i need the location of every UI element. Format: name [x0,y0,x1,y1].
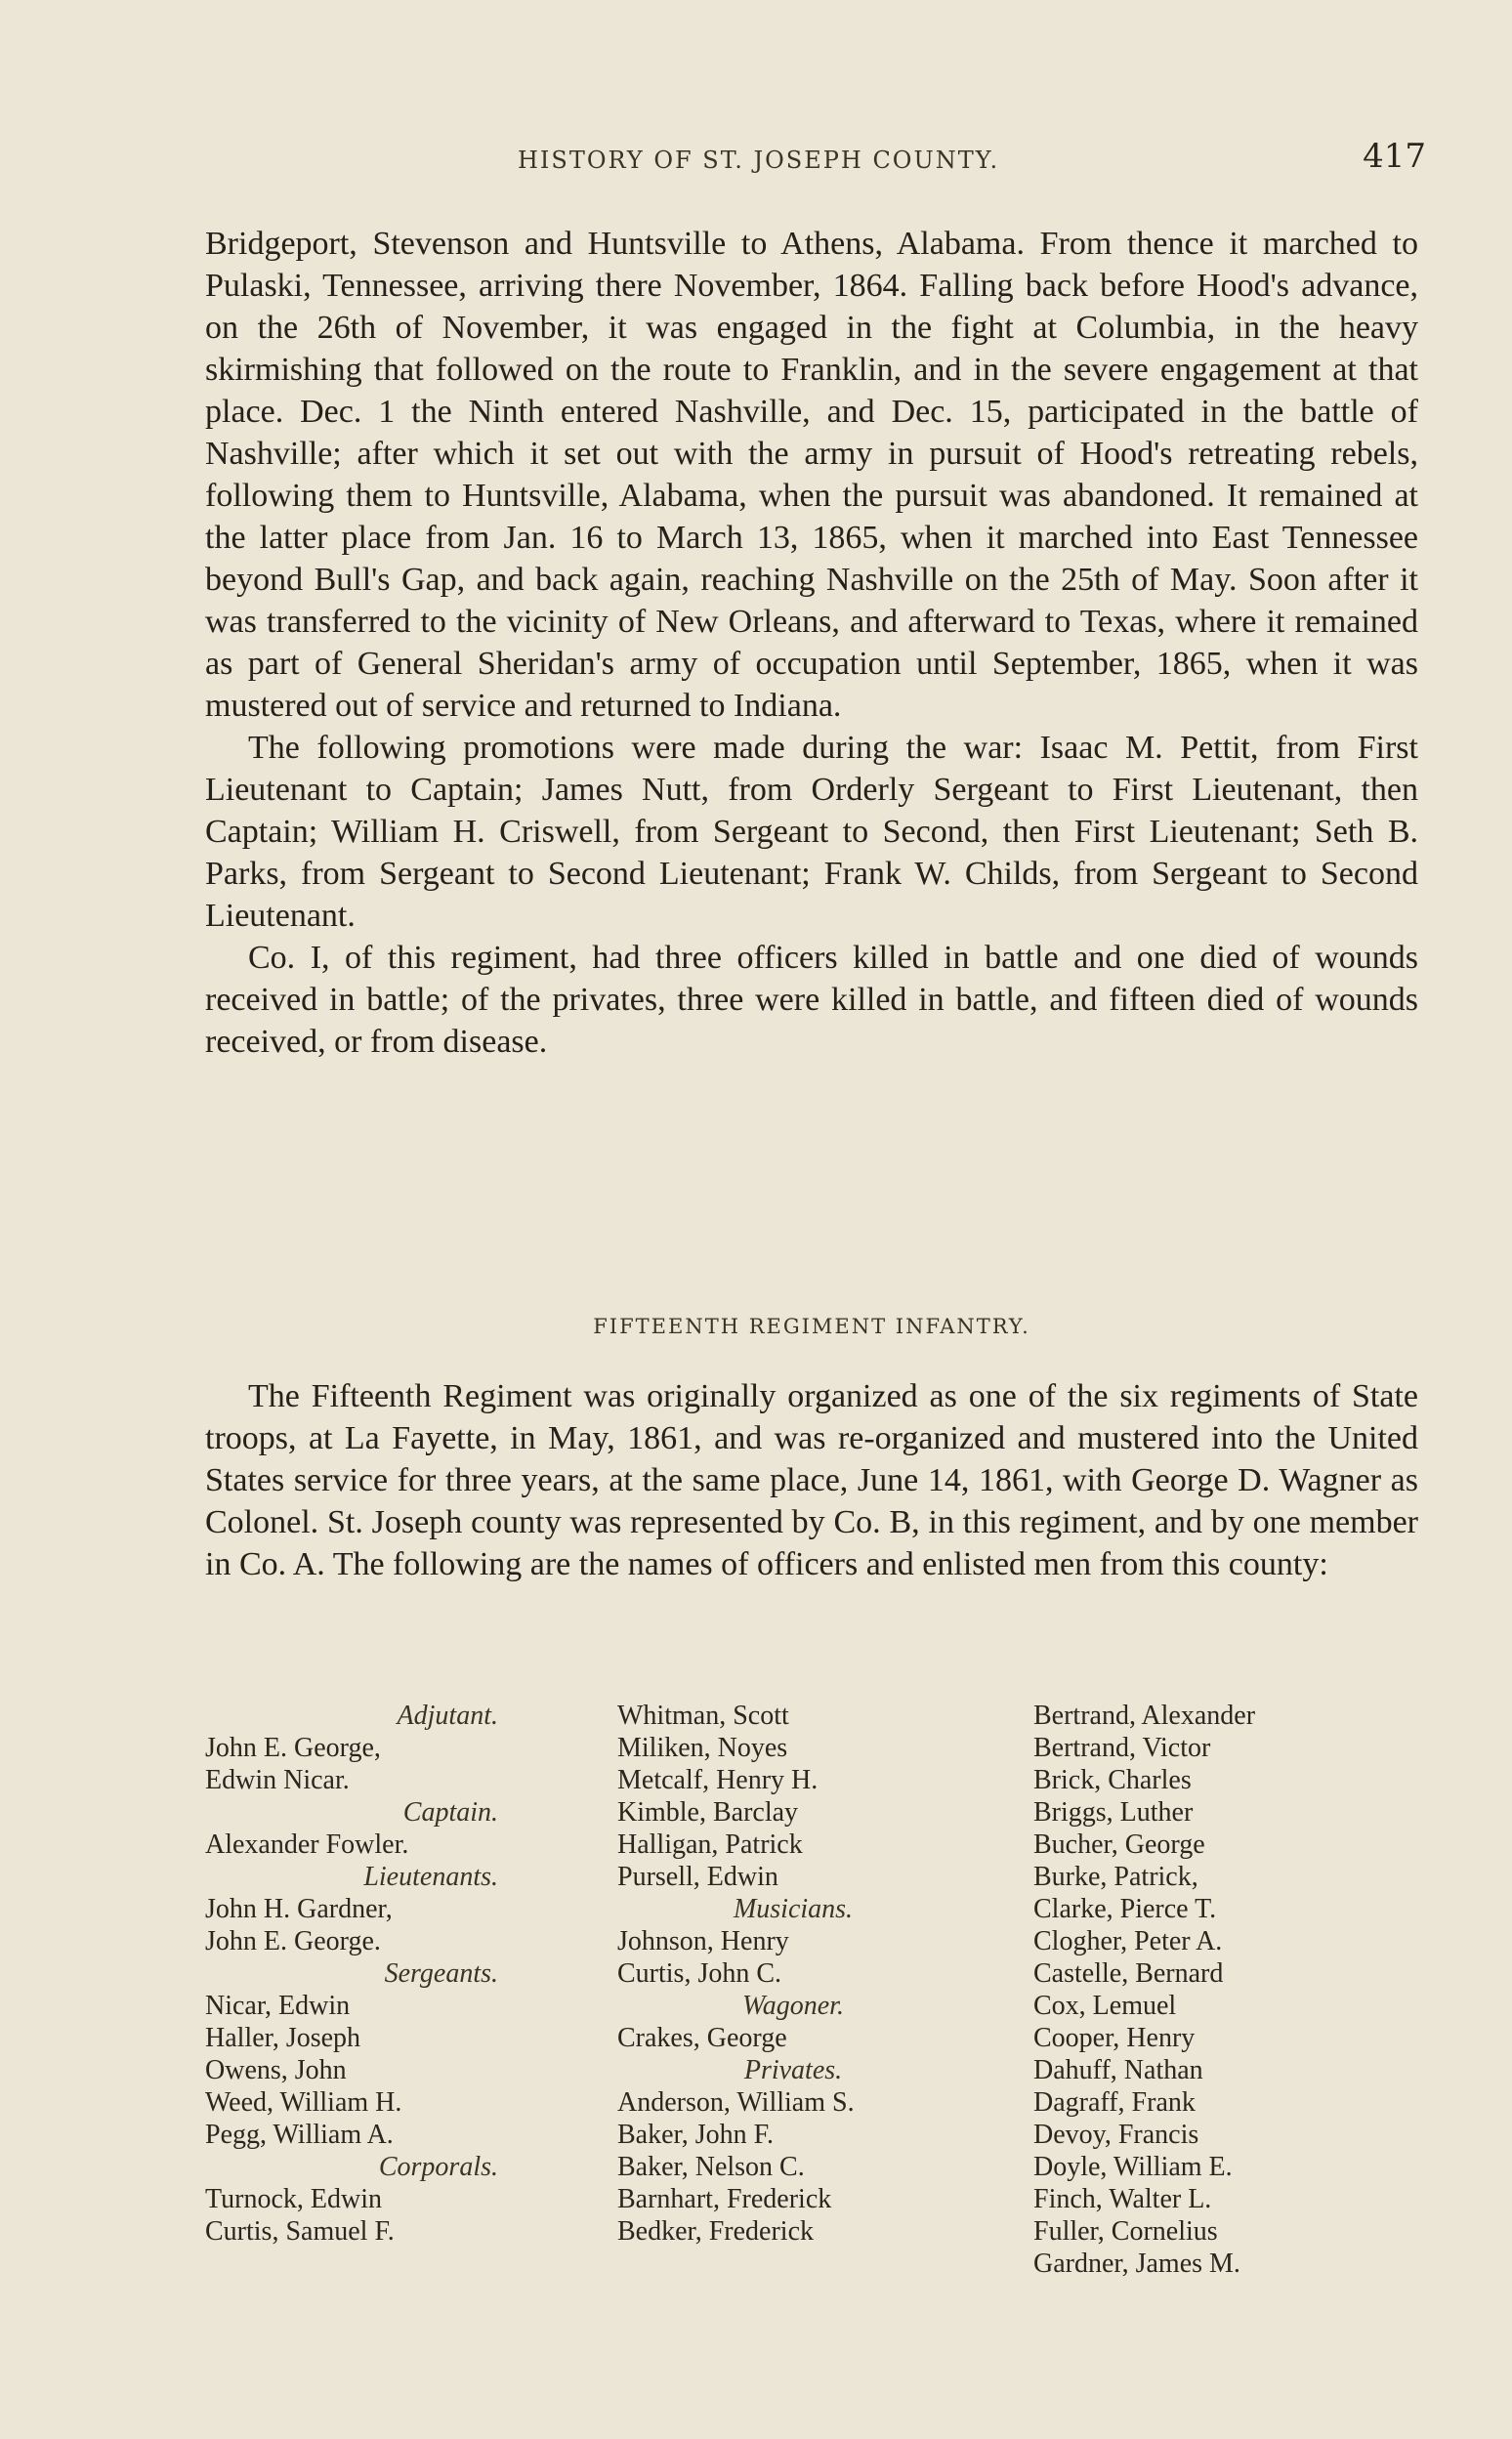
roster-entry: Fuller, Cornelius [1033,2216,1218,2247]
paragraph: Bridgeport, Stevenson and Huntsville to Athens, Alabama. From thence it marched to Pulaski, Tennessee, arriving there November, 1864. Falling back before Hood's advance, on the 26th of November, it was engaged in the fight at Columbia, in the heavy skirmishing that followed on the route to Franklin, and in the severe engagement at that place. Dec. 1 the Ninth entered Nashville, and Dec. 15, participated in the battle of Nashville; after which it set out with the army in pursuit of Hood's retreating rebels, following them to Huntsville, Alabama, when the pursuit was abandoned. It remained at the latter place from Jan. 16 to March 13, 1865, when it marched into East Tennessee beyond Bull's Gap, and back again, reaching Nashville on the 25th of May. Soon after it was transferred to the vicinity of New Orleans, and afterward to Texas, where it remained as part of General Sheridan's army of occupation until September, 1865, when it was mustered out of service and returned to Indiana. [205,226,1418,724]
roster-heading: Captain. [402,1797,498,1828]
roster-entry: John E. George. [205,1926,381,1956]
roster-heading: Privates. [743,2055,843,2085]
roster-entry: John E. George, [205,1733,381,1763]
page-number: 417 [1363,137,1426,176]
roster-entry: Barnhart, Frederick [617,2184,832,2214]
roster-entry: Baker, Nelson C. [617,2152,805,2182]
roster-entry: Baker, John F. [617,2120,774,2150]
roster-entry: Bertrand, Alexander [1033,1701,1256,1731]
roster-entry: Crakes, George [617,2023,787,2053]
roster-heading: Wagoner. [742,1991,844,2021]
roster-entry: Nicar, Edwin [205,1991,351,2021]
running-title: HISTORY OF ST. JOSEPH COUNTY. [518,147,1000,174]
roster-entry: Brick, Charles [1033,1765,1192,1795]
narrative-text [205,223,1418,1063]
roster-entry: Haller, Joseph [205,2023,361,2053]
roster-entry: Burke, Patrick, [1033,1862,1198,1892]
roster-column-1 [205,1700,498,2248]
roster-entry: Johnson, Henry [617,1926,789,1956]
roster-entry: Curtis, Samuel F. [205,2216,395,2247]
paragraph: Co. I, of this regiment, had three officers killed in battle and one died of wounds received in battle; of the privates, three were killed in battle, and fifteen died of wounds received, or from disease. [205,940,1418,1060]
page-header [205,137,1426,186]
roster-entry: Castelle, Bernard [1033,1958,1224,1989]
roster-entry: Cox, Lemuel [1033,1991,1177,2021]
roster-heading: Musicians. [733,1894,854,1924]
section-title: FIFTEENTH REGIMENT INFANTRY. [593,1315,1030,1338]
roster-entry: Miliken, Noyes [617,1733,788,1763]
roster-entry: Dagraff, Frank [1033,2087,1196,2118]
roster-entry: Doyle, William E. [1033,2152,1233,2182]
roster-heading: Corporals. [378,2152,498,2182]
roster-entry: Dahuff, Nathan [1033,2055,1203,2085]
roster-entry: Pursell, Edwin [617,1862,778,1892]
roster-entry: Whitman, Scott [617,1701,789,1731]
roster-entry: Metcalf, Henry H. [617,1765,819,1795]
roster-entry: Alexander Fowler. [205,1829,409,1860]
roster-entry: Weed, William H. [205,2087,402,2118]
roster-entry: Finch, Walter L. [1033,2184,1212,2214]
roster-entry: Bedker, Frederick [617,2216,815,2247]
roster-entry: Briggs, Luther [1033,1797,1194,1828]
roster-heading: Lieutenants. [363,1862,498,1892]
roster-entry: Gardner, James M. [1033,2249,1240,2279]
paragraph: The following promotions were made during the war: Isaac M. Pettit, from First Lieutenant to Captain; James Nutt, from Orderly Sergeant to First Lieutenant, then Captain; William H. Criswell, from Sergeant to Second, then First Lieutenant; Seth B. Parks, from Sergeant to Second Lieutenant; Frank W. Childs, from Sergeant to Second Lieutenant. [205,730,1418,934]
roster-entry: Devoy, Francis [1033,2120,1199,2150]
roster-heading: Adjutant. [397,1701,498,1731]
roster-entry: Owens, John [205,2055,347,2085]
paragraph: The Fifteenth Regiment was originally organized as one of the six regiments of State troops, at La Fayette, in May, 1861, and was re-organized and mustered into the United States service for three years, at the same place, June 14, 1861, with George D. Wagner as Colonel. St. Joseph county was represented by Co. B, in this regiment, and by one member in Co. A. The following are the names of officers and enlisted men from this county: [205,1378,1418,1582]
roster-entry: Edwin Nicar. [205,1765,350,1795]
roster-entry: Turnock, Edwin [205,2184,382,2214]
roster-entry: Clogher, Peter A. [1033,1926,1223,1956]
roster-entry: Halligan, Patrick [617,1829,803,1860]
roster-entry: Anderson, William S. [617,2087,855,2118]
roster-entry: Kimble, Barclay [617,1797,799,1828]
roster-entry: Curtis, John C. [617,1958,782,1989]
roster-entry: Pegg, William A. [205,2120,394,2150]
section-intro-text [205,1375,1418,1585]
roster-entry: Bertrand, Victor [1033,1733,1211,1763]
roster-column-2 [617,1700,969,2248]
roster-entry: Clarke, Pierce T. [1033,1894,1217,1924]
roster-entry: Bucher, George [1033,1829,1205,1860]
roster-entry: John H. Gardner, [205,1894,393,1924]
roster-heading: Sergeants. [384,1958,498,1989]
roster-entry: Cooper, Henry [1033,2023,1196,2053]
roster-column-3 [1033,1700,1444,2280]
